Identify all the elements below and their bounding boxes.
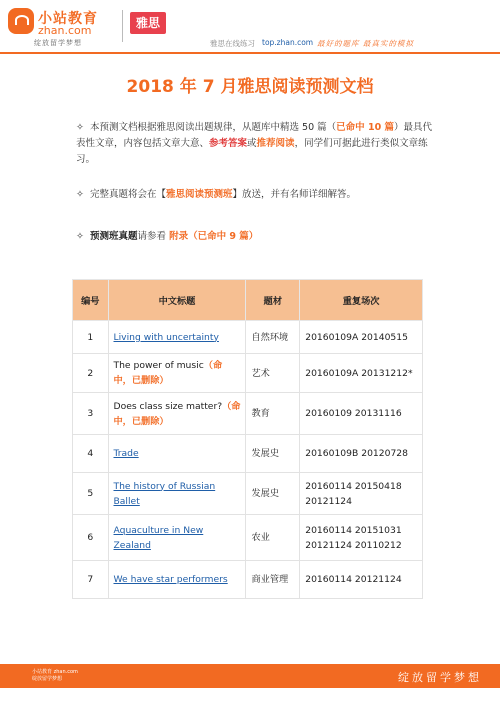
ielts-badge: 雅思 bbox=[130, 12, 166, 34]
site-motto: 最好的题库 最真实的模拟 bbox=[317, 39, 414, 48]
row-title-cell bbox=[108, 321, 246, 354]
row-repeat-dates: 20160114 20151031 20121124 20110212 bbox=[300, 515, 423, 561]
header-divider bbox=[122, 10, 123, 42]
recommended-reading-link[interactable]: 推荐阅读 bbox=[256, 138, 295, 149]
site-url-link[interactable]: top.zhan.com bbox=[262, 38, 314, 47]
header-number: 编号 bbox=[73, 280, 109, 321]
footer-slogan: 绽放留学梦想 bbox=[398, 671, 482, 684]
table-row bbox=[73, 515, 423, 561]
prediction-class-link[interactable]: 雅思阅读预测班 bbox=[166, 189, 233, 200]
article-title-link[interactable]: Aquaculture in New Zealand bbox=[113, 524, 204, 551]
row-topic: 发展史 bbox=[246, 473, 300, 515]
row-topic: 自然环境 bbox=[246, 321, 300, 354]
brand-domain: zhan.com bbox=[38, 24, 92, 37]
row-title-cell bbox=[108, 561, 246, 599]
row-title-cell bbox=[108, 393, 246, 435]
article-title-link[interactable]: Trade bbox=[113, 448, 139, 459]
brand-logo-icon bbox=[8, 8, 34, 34]
row-number: 4 bbox=[73, 435, 109, 473]
footer-brand-text: 小站教育 zhan.com 绽放留学梦想 bbox=[32, 669, 78, 682]
row-title-cell bbox=[108, 473, 246, 515]
appendix-link[interactable]: 附录（已命中 9 篇） bbox=[169, 231, 259, 242]
brand-name: 小站教育 bbox=[38, 11, 98, 27]
row-repeat-dates: 20160109A 20131212* bbox=[300, 354, 423, 393]
appendix-paragraph: ✧ 预测班真题请参看 附录（已命中 9 篇） bbox=[76, 231, 259, 242]
header-topic: 题材 bbox=[246, 280, 300, 321]
article-title: The power of music bbox=[113, 360, 204, 371]
document-title: 2018 年 7 月雅思阅读预测文档 bbox=[126, 77, 374, 97]
prediction-table bbox=[72, 279, 423, 599]
site-name: 雅思在线练习 bbox=[210, 39, 255, 48]
table-row bbox=[73, 393, 423, 435]
full-questions-paragraph: ✧ 完整真题将会在【雅思阅读预测班】放送，并有名师详细解答。 bbox=[76, 189, 357, 200]
row-topic: 艺术 bbox=[246, 354, 300, 393]
row-repeat-dates: 20160114 20150418 20121124 bbox=[300, 473, 423, 515]
header-rule bbox=[0, 52, 500, 54]
table-row bbox=[73, 435, 423, 473]
table-row bbox=[73, 354, 423, 393]
row-repeat-dates: 20160109B 20120728 bbox=[300, 435, 423, 473]
row-repeat-dates: 20160114 20121124 bbox=[300, 561, 423, 599]
row-title-cell bbox=[108, 354, 246, 393]
intro-paragraph: ✧ 本预测文档根据雅思阅读出题规律，从题库中精选 50 篇（已命中 10 篇）最具代表性文章，内容包括文章大意、参考答案或推荐阅读，同学们可据此进行类似文章练习。 bbox=[76, 122, 433, 165]
hit-deleted-tag: （命中，已删除） bbox=[113, 360, 223, 386]
row-topic: 商业管理 bbox=[246, 561, 300, 599]
article-title-link[interactable]: The history of Russian Ballet bbox=[113, 480, 216, 507]
table-header-row bbox=[73, 280, 423, 321]
bullet-icon: ✧ bbox=[76, 122, 84, 133]
bullet-icon: ✧ bbox=[76, 189, 84, 200]
row-number: 7 bbox=[73, 561, 109, 599]
header-repeat: 重复场次 bbox=[300, 280, 423, 321]
row-number: 5 bbox=[73, 473, 109, 515]
row-topic: 教育 bbox=[246, 393, 300, 435]
table-row bbox=[73, 473, 423, 515]
article-title-link[interactable]: Living with uncertainty bbox=[113, 331, 219, 343]
hit-count: 已命中 10 篇 bbox=[336, 122, 394, 133]
bullet-icon: ✧ bbox=[76, 231, 84, 242]
article-title-link[interactable]: We have star performers bbox=[113, 574, 228, 585]
brand-slogan: 绽放留学梦想 bbox=[34, 39, 82, 47]
row-number: 3 bbox=[73, 393, 109, 435]
reference-answer-link[interactable]: 参考答案 bbox=[209, 138, 248, 149]
row-number: 6 bbox=[73, 515, 109, 561]
table-row bbox=[73, 321, 423, 354]
hit-deleted-tag: （命中，已删除） bbox=[113, 400, 241, 427]
table-row bbox=[73, 561, 423, 599]
article-title: Does class size matter? bbox=[113, 400, 223, 412]
row-number: 1 bbox=[73, 321, 109, 354]
row-title-cell bbox=[108, 515, 246, 561]
row-number: 2 bbox=[73, 354, 109, 393]
row-repeat-dates: 20160109A 20140515 bbox=[300, 321, 423, 354]
header-title: 中文标题 bbox=[108, 280, 246, 321]
row-repeat-dates: 20160109 20131116 bbox=[300, 393, 423, 435]
row-topic: 发展史 bbox=[246, 435, 300, 473]
row-topic: 农业 bbox=[246, 515, 300, 561]
row-title-cell bbox=[108, 435, 246, 473]
